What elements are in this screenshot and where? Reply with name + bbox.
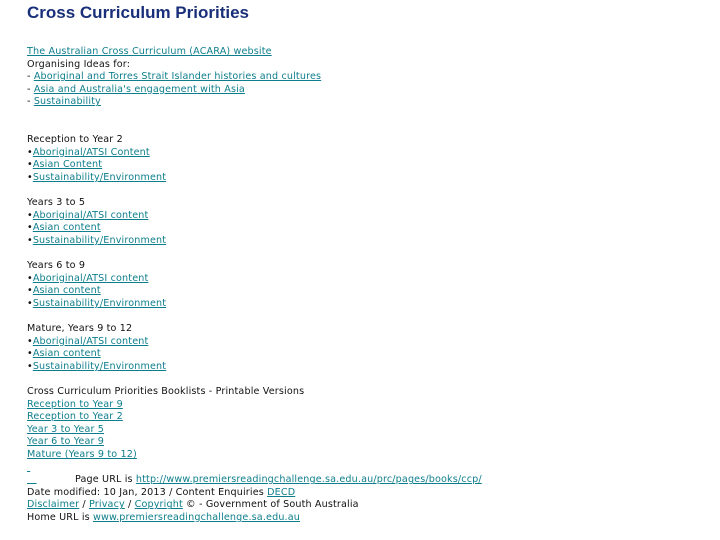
legal-links-line: [27, 499, 482, 512]
home-url-label: Home URL is: [27, 511, 93, 523]
separator: /: [124, 499, 135, 511]
page-url-label: Page URL is: [75, 474, 136, 486]
home-url-link[interactable]: www.premiersreadingchallenge.sa.edu.au: [92, 511, 301, 523]
bullet-icon: •: [27, 171, 33, 183]
section-item-link[interactable]: Aboriginal/ATSI content: [32, 272, 149, 284]
organising-ideas-heading: Organising Ideas for:: [27, 58, 131, 70]
acara-website-link[interactable]: The Australian Cross Curriculum (ACARA) website: [27, 46, 272, 57]
section-list-item: [27, 147, 482, 160]
bullet-icon: •: [27, 159, 33, 171]
home-url-line: [27, 512, 482, 525]
booklist-item: [27, 411, 482, 424]
copyright-link[interactable]: Copyright: [134, 499, 183, 511]
booklist-link[interactable]: Year 6 to Year 9: [27, 436, 105, 448]
section-list-item: [27, 159, 482, 172]
section-list-item: [27, 235, 482, 248]
section-list-item: [27, 336, 482, 349]
section-list-item: [27, 298, 482, 311]
section-heading: Reception to Year 2: [27, 134, 123, 146]
section-list-item: [27, 348, 482, 361]
bullet-icon: •: [27, 222, 33, 234]
main-content: [27, 46, 482, 525]
section-list-item: [27, 361, 482, 374]
section-item-link[interactable]: Aboriginal/ATSI content: [32, 335, 149, 347]
organising-ideas-list: [27, 71, 482, 109]
privacy-link[interactable]: Privacy: [89, 499, 125, 511]
section-item-link[interactable]: Sustainability/Environment: [32, 171, 167, 183]
bullet-icon: •: [27, 234, 33, 246]
section-heading: Years 3 to 5: [27, 197, 86, 209]
section-list-item: [27, 273, 482, 286]
idea-prefix: -: [27, 83, 34, 95]
decd-link[interactable]: DECD: [267, 486, 296, 498]
section-item-link[interactable]: Sustainability/Environment: [32, 297, 167, 309]
organising-idea-link[interactable]: Aboriginal and Torres Strait Islander histories and cultures: [33, 71, 322, 83]
section-heading: Years 6 to 9: [27, 260, 86, 272]
section-list-item: [27, 210, 482, 223]
page-url-line: [27, 474, 482, 487]
copyright-text: © - Government of South Australia: [182, 499, 359, 511]
section-list-item: [27, 172, 482, 185]
bullet-icon: •: [27, 272, 33, 284]
section-item-link[interactable]: Asian content: [32, 348, 101, 360]
section-list-item: [27, 285, 482, 298]
booklist-item: [27, 424, 482, 437]
booklist-links: [27, 399, 482, 462]
date-modified-text: Date modified: 10 Jan, 2013 / Content Enquiries: [27, 486, 268, 498]
organising-idea-link[interactable]: Asia and Australia's engagement with Asia: [33, 83, 245, 95]
section-list-item: [27, 222, 482, 235]
bullet-icon: •: [27, 297, 33, 309]
section-item-link[interactable]: Asian content: [32, 285, 101, 297]
section-item-link[interactable]: Sustainability/Environment: [32, 234, 167, 246]
booklist-link[interactable]: Reception to Year 2: [27, 411, 123, 423]
booklist-item: [27, 449, 482, 462]
bullet-icon: •: [27, 360, 33, 372]
empty-link[interactable]: [27, 462, 30, 473]
organising-idea-item: [27, 84, 482, 97]
booklist-link[interactable]: Year 3 to Year 5: [27, 423, 105, 435]
section-item-link[interactable]: Asian content: [32, 222, 101, 234]
section-item-link[interactable]: Asian Content: [32, 159, 103, 171]
organising-idea-item: [27, 96, 482, 109]
anchor-link[interactable]: [27, 474, 37, 485]
section-item-link[interactable]: Aboriginal/ATSI Content: [32, 146, 150, 158]
date-modified-line: [27, 487, 482, 500]
booklist-link[interactable]: Reception to Year 9: [27, 398, 123, 410]
idea-prefix: -: [27, 96, 34, 108]
idea-prefix: -: [27, 71, 34, 83]
page-url-link[interactable]: http://www.premiersreadingchallenge.sa.edu.au/prc/pages/books/ccp/: [135, 474, 482, 486]
booklists-heading: Cross Curriculum Priorities Booklists - Printable Versions: [27, 386, 305, 398]
separator: /: [79, 499, 90, 511]
booklist-item: [27, 436, 482, 449]
section-item-link[interactable]: Aboriginal/ATSI content: [32, 209, 149, 221]
bullet-icon: •: [27, 285, 33, 297]
bullet-icon: •: [27, 348, 33, 360]
booklist-link[interactable]: Mature (Years 9 to 12): [27, 449, 137, 460]
booklist-item: [27, 399, 482, 412]
section-heading: Mature, Years 9 to 12: [27, 323, 133, 335]
organising-idea-link[interactable]: Sustainability: [33, 96, 101, 108]
disclaimer-link[interactable]: Disclaimer: [27, 499, 80, 511]
bullet-icon: •: [27, 335, 33, 347]
bullet-icon: •: [27, 146, 33, 158]
organising-idea-item: [27, 71, 482, 84]
page-title: Cross Curriculum Priorities: [27, 3, 250, 22]
bullet-icon: •: [27, 209, 33, 221]
year-level-sections: [27, 134, 482, 386]
section-item-link[interactable]: Sustainability/Environment: [32, 360, 167, 372]
